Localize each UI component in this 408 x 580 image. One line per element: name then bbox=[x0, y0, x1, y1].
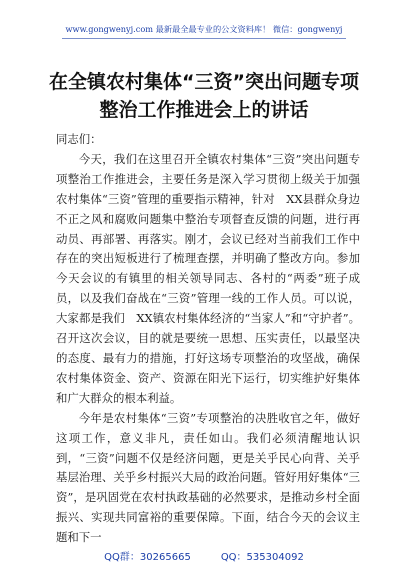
contact-footer bbox=[0, 548, 408, 563]
qq-text: QQ：535304092 bbox=[220, 552, 304, 563]
paragraph-1: 今天，我们在这里召开全镇农村集体“三资”突出问题专项整治工作推进会，主要任务是深入学习贯彻上级关于加强农村集体“三资”管理的重要指示精神，针对 XX县群众身边不正之风和腐败问题集中整治专项督查反馈的问题，进行再动员、再部署、再落实。刚才，会议已经对当前我们工作中存在的突出短板进行了梳理查摆，并明确了整改方向。参加今天会议的有镇里的相关领导同志、各村的“两委”班子成员，以及我们奋战在“三资”管理一线的工作人员。可以说，大家都是我们 XX镇农村集体经济的“当家人”和“守护者”。召开这次会议，目的就是要统一思想、压实责任，以最坚决的态度、最有力的措施，打好这场专项整治的攻坚战，确保农村集体资金、资产、资源在阳光下运行，切实维护好集体和广大群众的根本利益。 bbox=[56, 151, 360, 405]
site-header[interactable]: www.gongwenyj.com 最新最全最专业的公文资料库！ 微信：gongwenyj bbox=[65, 24, 343, 34]
document-body bbox=[56, 130, 360, 548]
paragraph-2: 今年是农村集体“三资”专项整治的决胜收官之年，做好这项工作，意义非凡，责任如山。我们必须清醒地认识到，“三资”问题不仅是经济问题，更是关乎民心向背、关乎基层治理、关乎乡村振兴大局的政治问题。管好用好集体“三资”，是巩固党在农村执政基础的必然要求，是推动乡村全面振兴、实现共同富裕的重要保障。下面，结合今天的会议主题和下一 bbox=[56, 410, 360, 545]
qq-group-text: QQ群：30265665 bbox=[104, 552, 191, 563]
salutation: 同志们： bbox=[56, 132, 102, 146]
document-title: 在全镇农村集体“三资”突出问题专项整治工作推进会上的讲话 bbox=[49, 71, 359, 121]
header-divider bbox=[62, 38, 346, 39]
